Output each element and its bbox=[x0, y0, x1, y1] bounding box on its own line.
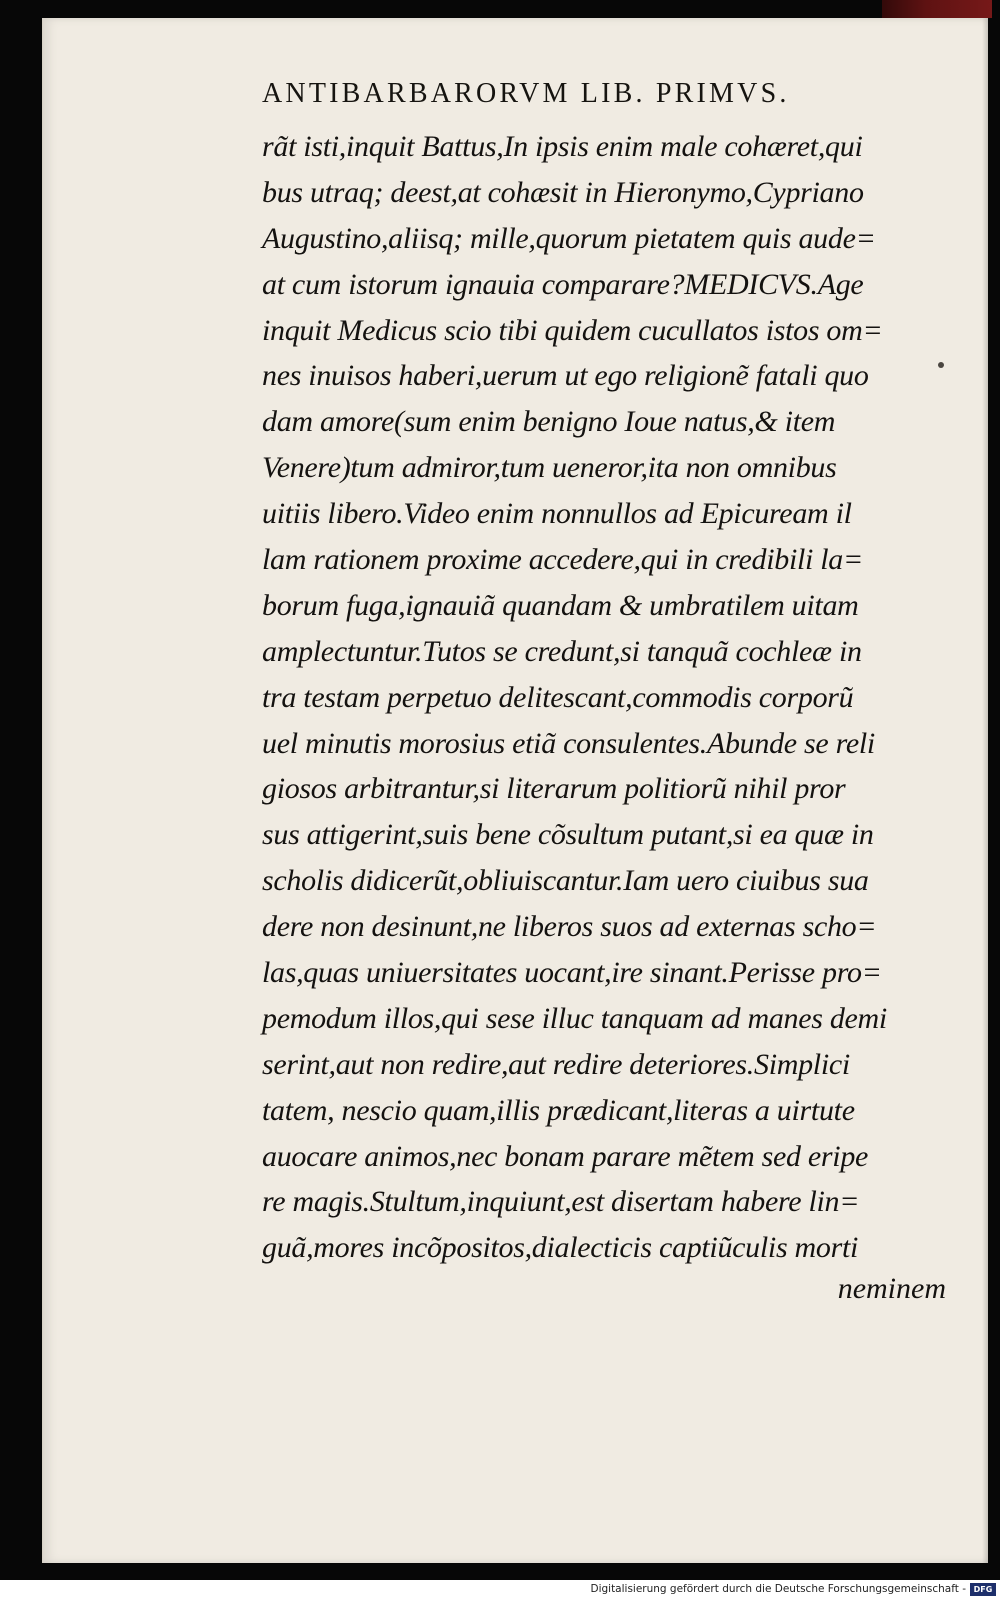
text-block bbox=[262, 124, 942, 1271]
text-line: dere non desinunt,ne liberos suos ad externas scho= bbox=[262, 910, 877, 944]
text-line: at cum istorum ignauia comparare?MEDICVS.Age bbox=[262, 267, 864, 301]
text-line: uel minutis morosius etiã consulentes.Abunde se reli bbox=[262, 726, 875, 760]
catchword: neminem bbox=[837, 1272, 946, 1305]
library-stamp bbox=[882, 0, 992, 18]
margin-mark bbox=[938, 362, 944, 368]
text-line: serint,aut non redire,aut redire deteriores.Simplici bbox=[262, 1047, 850, 1081]
text-line: Augustino,aliisq; mille,quorum pietatem quis aude= bbox=[262, 221, 876, 255]
text-line: lam rationem proxime accedere,qui in credibili la= bbox=[262, 543, 863, 577]
text-line: dam amore(sum enim benigno Ioue natus,& item bbox=[262, 405, 836, 439]
text-line: nes inuisos haberi,uerum ut ego religionẽ fatali quo bbox=[262, 359, 869, 393]
text-line: Venere)tum admiror,tum ueneror,ita non omnibus bbox=[262, 451, 837, 485]
text-line: guã,mores incõpositos,dialecticis captiũculis morti bbox=[262, 1231, 859, 1265]
text-line: uitiis libero.Video enim nonnullos ad Epicuream il bbox=[262, 497, 852, 531]
text-line: sus attigerint,suis bene cõsultum putant,si ea quæ in bbox=[262, 818, 874, 852]
text-line: borum fuga,ignauiã quandam & umbratilem uitam bbox=[262, 588, 859, 622]
text-line: las,quas uniuersitates uocant,ire sinant.Perisse pro= bbox=[262, 956, 882, 990]
text-line: tatem, nescio quam,illis prædicant,literas a uirtute bbox=[262, 1093, 855, 1127]
text-line: scholis didicerũt,obliuiscantur.Iam uero ciuibus sua bbox=[262, 864, 869, 898]
digitization-footer bbox=[0, 1580, 1000, 1600]
text-line: rãt isti,inquit Battus,In ipsis enim male cohæret,qui bbox=[262, 130, 863, 163]
text-line: giosos arbitrantur,si literarum politiorũ nihil pror bbox=[262, 772, 846, 806]
dfg-logo: DFG bbox=[970, 1583, 996, 1596]
text-line: amplectuntur.Tutos se credunt,si tanquã cochleæ in bbox=[262, 634, 862, 668]
text-line: tra testam perpetuo delitescant,commodis corporũ bbox=[262, 680, 854, 714]
text-line: inquit Medicus scio tibi quidem cucullatos istos om= bbox=[262, 313, 883, 347]
footer-credit: Digitalisierung gefördert durch die Deutsche Forschungsgemeinschaft - bbox=[590, 1583, 966, 1595]
text-line: auocare animos,nec bonam parare mẽtem sed eripe bbox=[262, 1139, 869, 1173]
text-line: re magis.Stultum,inquiunt,est disertam habere lin= bbox=[262, 1185, 860, 1219]
running-head: ANTIBARBARORVM LIB. PRIMVS. bbox=[262, 78, 790, 109]
text-line: pemodum illos,qui sese illuc tanquam ad manes demi bbox=[262, 1001, 887, 1035]
text-line: bus utraq; deest,at cohæsit in Hieronymo,Cypriano bbox=[262, 175, 864, 209]
